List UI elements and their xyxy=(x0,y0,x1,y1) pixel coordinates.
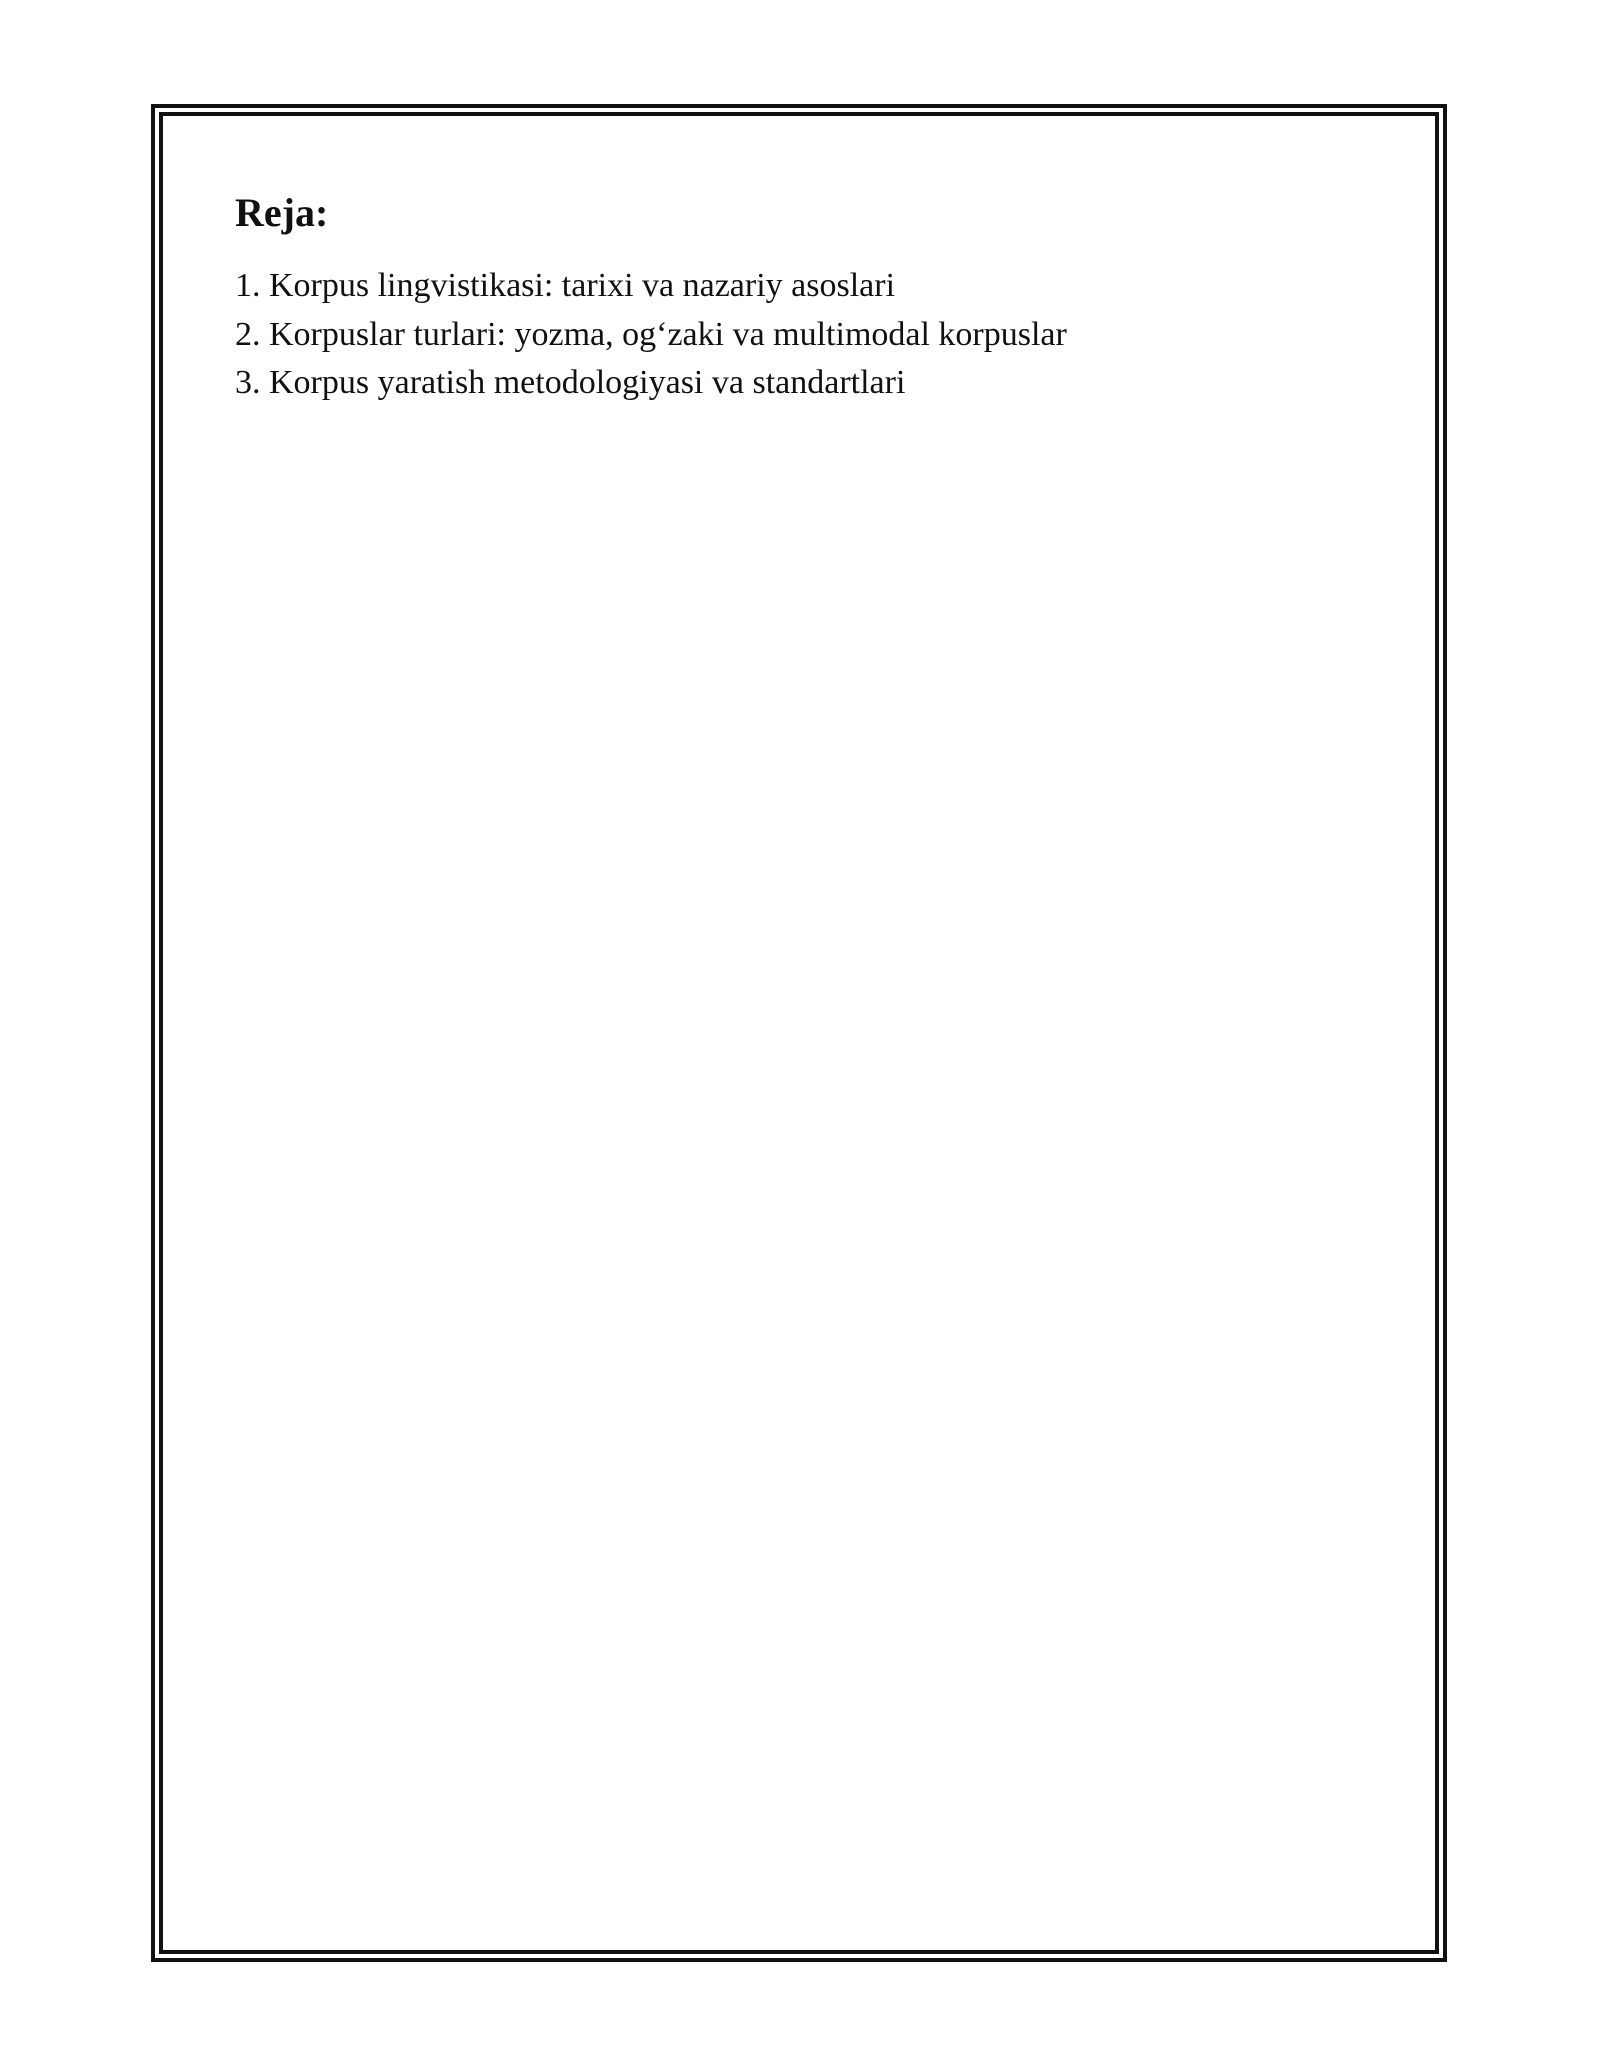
plan-list xyxy=(235,262,1355,408)
page-content xyxy=(235,188,1355,408)
plan-item-1: 1. Korpus lingvistikasi: tarixi va nazariy asoslari xyxy=(235,267,896,304)
plan-item-2: 2. Korpuslar turlari: yozma, og‘zaki va multimodal korpuslar xyxy=(235,315,1067,353)
plan-item-3: 3. Korpus yaratish metodologiyasi va standartlari xyxy=(235,364,906,401)
page-title: Reja: xyxy=(235,190,329,235)
